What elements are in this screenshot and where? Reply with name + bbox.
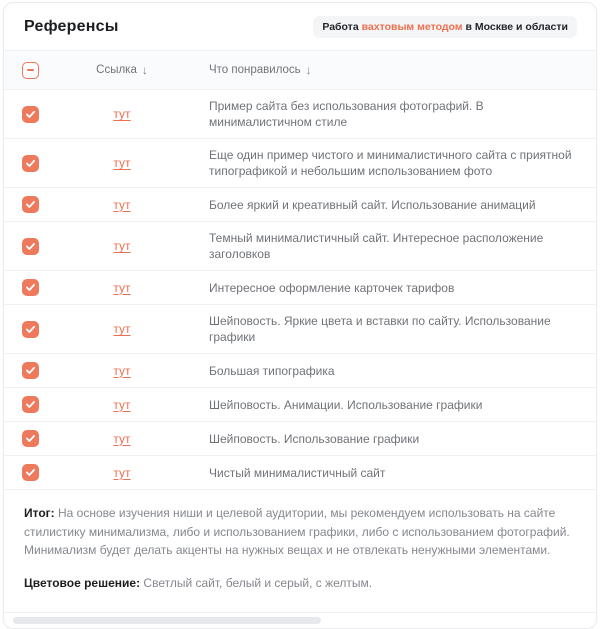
references-card [3,2,597,629]
sort-by-liked[interactable] [209,64,312,76]
table-row [4,139,596,188]
row-checkbox-checked[interactable] [22,196,39,213]
column-header-link [60,64,184,76]
table-header-row [4,50,596,90]
column-label-link: Ссылка [96,64,137,76]
summary-text: На основе изучения ниши и целевой аудитории, мы рекомендуем использовать на сайте стилистику минимализма, либо и использованием графики, либо с использованием фотографий. Минимализм будет делать акценты на нужных вещах и не отвлекать ненужными элементами. [24,506,570,558]
row-checkbox-checked[interactable] [22,430,39,447]
row-checkbox-checked[interactable] [22,321,39,338]
badge-highlight: вахтовым методом [361,21,463,33]
liked-description: Шейповость. Анимации. Использование графики [209,397,483,412]
table-row [4,354,596,388]
check-icon [25,434,36,443]
row-checkbox-checked[interactable] [22,279,39,296]
liked-description: Еще один пример чистого и минималистичного сайта с приятной типографикой и небольшим использованием фото [209,148,572,178]
summary-notes [4,490,596,612]
table-row [4,90,596,139]
check-icon [25,159,36,168]
reference-link[interactable]: тут [113,363,131,378]
task-badge [313,16,577,38]
liked-description: Чистый минималистичный сайт [209,465,386,480]
row-checkbox-checked[interactable] [22,155,39,172]
check-icon [25,283,36,292]
check-icon [25,200,36,209]
liked-description: Пример сайта без использования фотографий. В минималистичном стиле [209,99,484,129]
page-title: Референсы [24,18,119,35]
select-all-cell [4,62,60,79]
card-header [4,3,596,50]
reference-link[interactable]: тут [113,431,131,446]
badge-suffix: в Москве и области [462,21,568,33]
row-checkbox-checked[interactable] [22,396,39,413]
reference-link[interactable]: тут [113,197,131,212]
table-row [4,456,596,490]
badge-prefix: Работа [322,21,362,33]
reference-link[interactable]: тут [113,107,131,121]
liked-description: Шейповость. Использование графики [209,431,420,446]
color-label: Цветовое решение: [24,575,141,590]
table-row [4,271,596,305]
reference-link[interactable]: тут [113,280,131,295]
row-checkbox-checked[interactable] [22,106,39,123]
reference-link[interactable]: тут [113,397,131,412]
liked-description: Более яркий и креативный сайт. Использование анимаций [209,197,536,212]
row-checkbox-checked[interactable] [22,362,39,379]
check-icon [25,325,36,334]
liked-description: Интересное оформление карточек тарифов [209,280,455,295]
column-label-liked: Что понравилось [209,64,301,76]
check-icon [25,400,36,409]
select-all-checkbox[interactable] [22,62,39,79]
liked-description: Шейповость. Яркие цвета и вставки по сайту. Использование графики [209,314,551,344]
table-row [4,222,596,271]
sort-down-icon: ↓ [141,63,148,77]
check-icon [25,242,36,251]
summary-label: Итог: [24,506,55,520]
table-row [4,388,596,422]
check-icon [25,468,36,477]
color-paragraph [24,574,576,593]
table-row [4,422,596,456]
check-icon [25,366,36,375]
reference-link[interactable]: тут [113,465,131,480]
table-row [4,305,596,354]
table-body [4,90,596,490]
liked-description: Большая типографика [209,363,335,378]
summary-paragraph [24,504,576,560]
row-checkbox-checked[interactable] [22,464,39,481]
reference-link[interactable]: тут [113,239,131,253]
check-icon [25,110,36,119]
horizontal-scrollbar [4,612,596,628]
color-text: Светлый сайт, белый и серый, с желтым. [140,575,373,590]
table-row [4,188,596,222]
reference-link[interactable]: тут [113,156,131,170]
minus-icon [27,69,34,71]
sort-down-icon: ↓ [305,63,312,77]
sort-by-link[interactable] [96,64,148,76]
column-header-liked [184,64,596,76]
liked-description: Темный минималистичный сайт. Интересное расположение заголовков [209,231,544,261]
reference-link[interactable]: тут [113,322,131,336]
horizontal-scrollbar-thumb[interactable] [13,617,321,624]
row-checkbox-checked[interactable] [22,238,39,255]
